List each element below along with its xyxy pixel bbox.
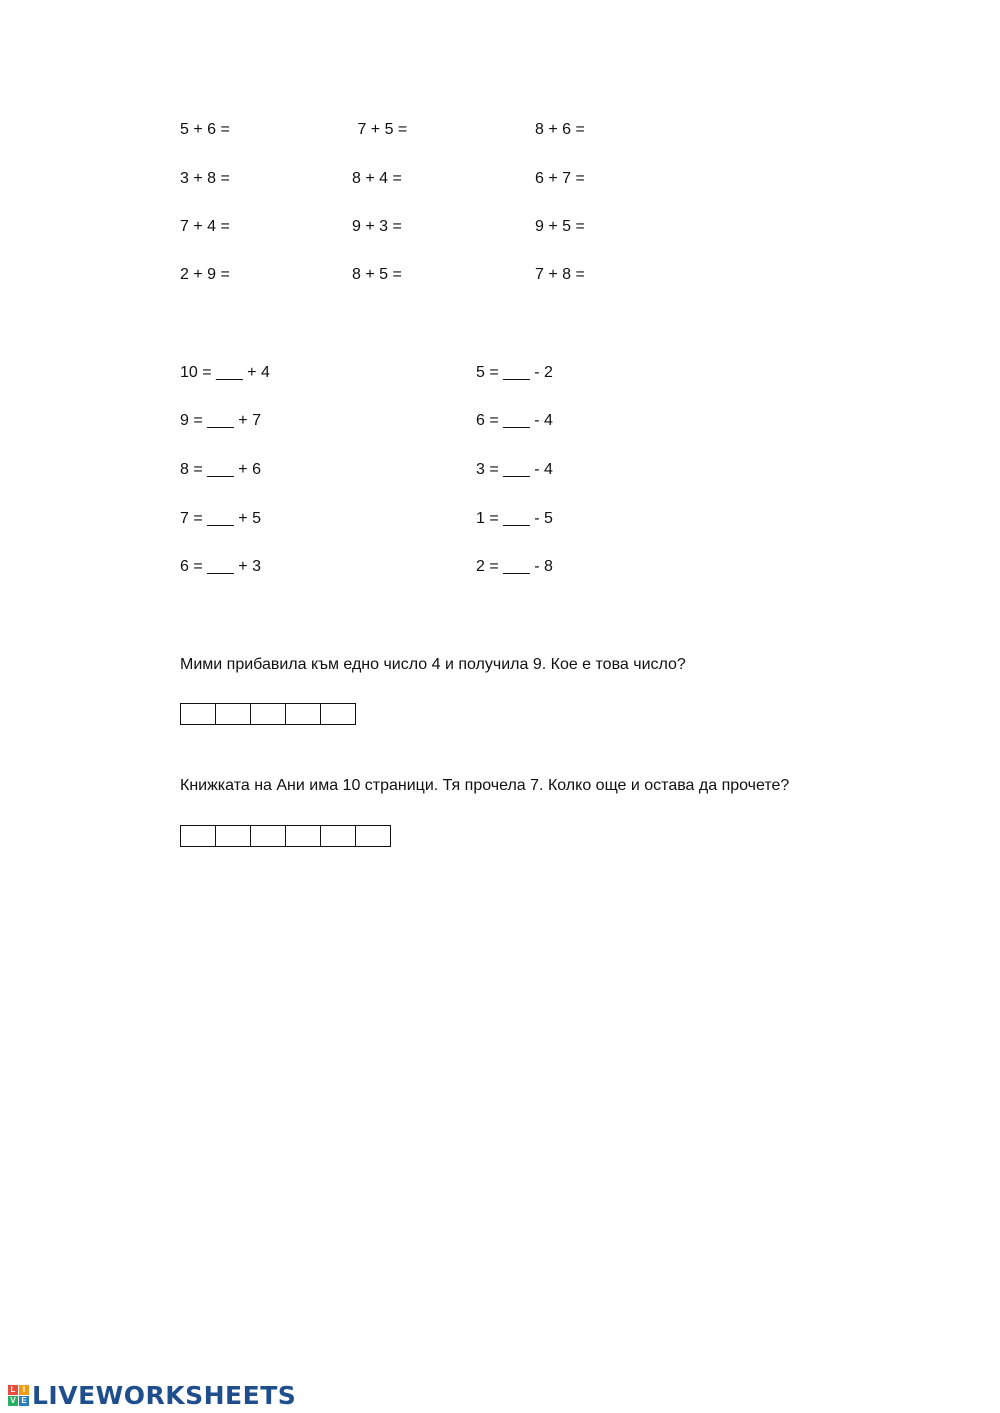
answer-cell[interactable] xyxy=(285,825,321,847)
equation: 6 = ___ + 3 xyxy=(180,558,261,575)
answer-cell[interactable] xyxy=(285,703,321,725)
equation: 7 + 4 = xyxy=(180,218,230,235)
answer-grid-2[interactable] xyxy=(180,825,391,847)
equation: 8 + 6 = xyxy=(535,121,585,138)
word-problem-1: Мими прибавила към едно число 4 и получила 9. Кое е това число? xyxy=(180,656,686,673)
equation: 5 = ___ - 2 xyxy=(476,364,553,381)
answer-cell[interactable] xyxy=(215,825,251,847)
equation: 3 = ___ - 4 xyxy=(476,461,553,478)
liveworksheets-footer xyxy=(8,1382,296,1408)
answer-cell[interactable] xyxy=(320,825,356,847)
equation: 7 + 5 = xyxy=(353,121,408,138)
equation: 3 + 8 = xyxy=(180,170,230,187)
answer-cell[interactable] xyxy=(250,703,286,725)
equation: 7 = ___ + 5 xyxy=(180,510,261,527)
equation: 6 = ___ - 4 xyxy=(476,412,553,429)
equation: 6 + 7 = xyxy=(535,170,585,187)
equation: 2 + 9 = xyxy=(180,266,230,283)
liveworksheets-logo-icon xyxy=(8,1385,29,1406)
logo-block: I xyxy=(19,1385,29,1395)
word-problem-2: Книжката на Ани има 10 страници. Тя прочела 7. Колко още и остава да прочете? xyxy=(180,777,790,794)
equation: 8 = ___ + 6 xyxy=(180,461,261,478)
logo-block: L xyxy=(8,1385,18,1395)
answer-cell[interactable] xyxy=(250,825,286,847)
answer-cell[interactable] xyxy=(320,703,356,725)
equation: 8 + 4 = xyxy=(352,170,402,187)
answer-cell[interactable] xyxy=(215,703,251,725)
logo-block: E xyxy=(19,1396,29,1406)
equation: 1 = ___ - 5 xyxy=(476,510,553,527)
answer-cell[interactable] xyxy=(180,703,216,725)
equation: 5 + 6 = xyxy=(180,121,230,138)
answer-cell[interactable] xyxy=(180,825,216,847)
answer-cell[interactable] xyxy=(355,825,391,847)
equation: 9 = ___ + 7 xyxy=(180,412,261,429)
equation: 9 + 3 = xyxy=(352,218,402,235)
answer-grid-1[interactable] xyxy=(180,703,356,725)
logo-block: V xyxy=(8,1396,18,1406)
brand-name: LIVEWORKSHEETS xyxy=(32,1380,297,1410)
equation: 8 + 5 = xyxy=(352,266,402,283)
equation: 7 + 8 = xyxy=(535,266,585,283)
equation: 9 + 5 = xyxy=(535,218,585,235)
equation: 2 = ___ - 8 xyxy=(476,558,553,575)
equation: 10 = ___ + 4 xyxy=(180,364,270,381)
